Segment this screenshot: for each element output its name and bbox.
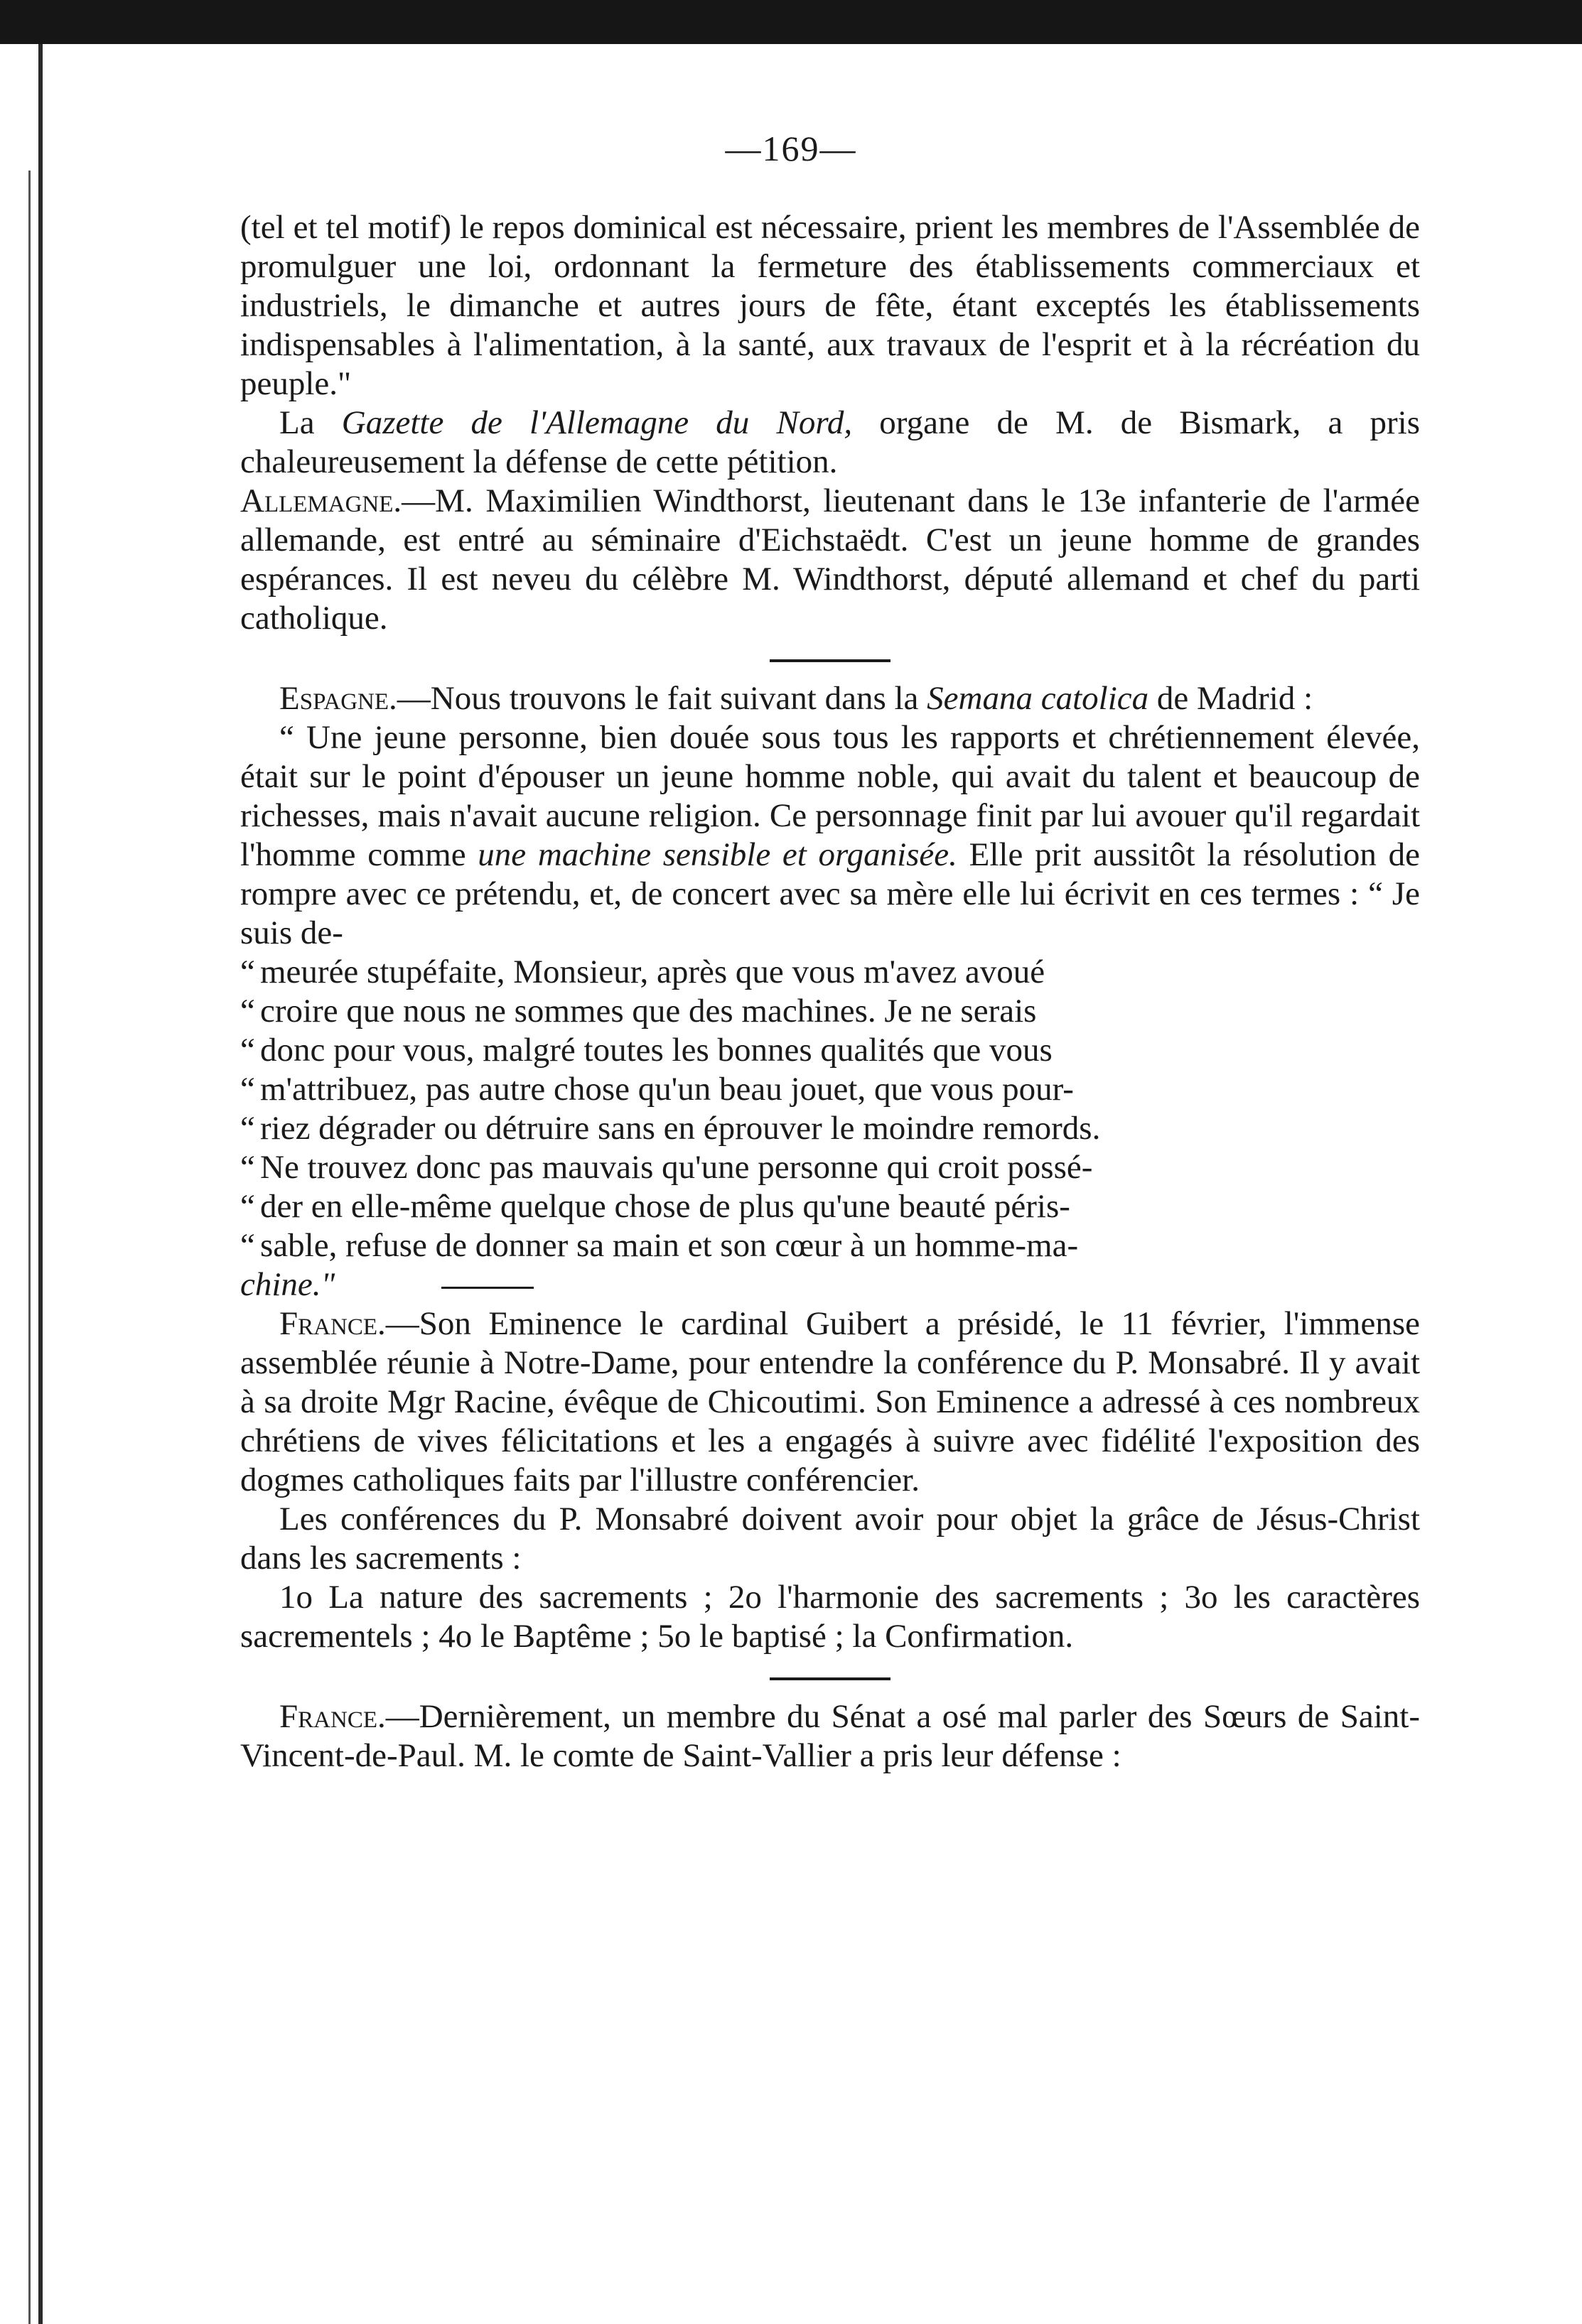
section-heading: Allemagne. [240, 482, 402, 519]
quote-line: “ donc pour vous, malgré toutes les bonnes qualités que vous [240, 1032, 1053, 1069]
quoted-story: “ Une jeune personne, bien douée sous tous les rapports et chrétiennement élevée, était sur le point d'épouser un jeune homme noble, qui avait du talent et beaucoup de richesses, mais n'avait aucune religion. Ce personnage finit par lui avouer qu'il regardait l'homme comme une machine sensible et organisée. Elle prit aussitôt la résolution de rompre avec ce prétendu, et, de concert avec sa mère elle lui écrivit en ces termes : “ Je suis de- [240, 719, 1420, 951]
journal-name: Semana catolica [927, 680, 1149, 717]
paragraph-conferences: Les conférences du P. Monsabré doivent avoir pour objet la grâce de Jésus-Christ dans les sacrements : [240, 1501, 1420, 1577]
paragraph-gazette: La Gazette de l'Allemagne du Nord, organe de M. de Bismark, a pris chaleureusement la défense de cette pétition. [240, 404, 1420, 480]
journal-name: Gazette de l'Allemagne du Nord, [341, 404, 853, 441]
paragraph-france-guibert: France.—Son Eminence le cardinal Guibert a présidé, le 11 février, l'immense assemblée réunie à Notre-Dame, pour entendre la conférence du P. Monsabré. Il y avait à sa droite Mgr Racine, évêque de Chicoutimi. Son Eminence a adressé à ces nombreux chrétiens de vives félicitations et les a engagés à suivre avec fidélité l'exposition des dogmes catholiques faits par l'illustre conférencier. [240, 1305, 1420, 1498]
section-heading: France. [279, 1698, 386, 1735]
paragraph-espagne: Espagne.—Nous trouvons le fait suivant dans la Semana catolica de Madrid : [279, 680, 1313, 717]
page-body [240, 208, 1420, 1776]
quote-line-last: chine." [240, 1265, 1420, 1304]
quote-line: “ der en elle-même quelque chose de plus qu'une beauté péris- [240, 1188, 1070, 1225]
quote-line: “ meurée stupéfaite, Monsieur, après que vous m'avez avoué [240, 953, 1045, 990]
page-left-edge [38, 44, 43, 2324]
separator-rule [770, 1677, 890, 1680]
paragraph-sacrements-list: 1o La nature des sacrements ; 2o l'harmonie des sacrements ; 3o les caractères sacrementels ; 4o le Baptême ; 5o le baptisé ; la Confirmation. [240, 1579, 1420, 1655]
quote-line: “ croire que nous ne sommes que des machines. Je ne serais [240, 993, 1037, 1029]
emphasis: une machine sensible et organisée. [478, 836, 957, 873]
quoted-letter [240, 953, 1420, 1304]
top-border-bar [0, 0, 1582, 44]
quote-line: “ sable, refuse de donner sa main et son cœur à un homme-ma- [240, 1227, 1079, 1264]
quote-line: “ m'attribuez, pas autre chose qu'un beau jouet, que vous pour- [240, 1071, 1074, 1108]
paragraph-petition-end: (tel et tel motif) le repos dominical est nécessaire, prient les membres de l'Assemblée de promulguer une loi, ordonnant la fermeture des établissements commerciaux et industriels, le dimanche et autres jours de fête, étant exceptés les établissements indispensables à l'alimentation, à la santé, aux travaux de l'esprit et à la récréation du peuple." [240, 209, 1420, 402]
paragraph-allemagne: Allemagne.—M. Maximilien Windthorst, lieutenant dans le 13e infanterie de l'armée allemande, est entré au séminaire d'Eichstaëdt. C'est un jeune homme de grandes espérances. Il est neveu du célèbre M. Windthorst, député allemand et chef du parti catholique. [240, 482, 1420, 637]
paragraph-france-senat: France.—Dernièrement, un membre du Sénat a osé mal parler des Sœurs de Saint-Vincent-de-Paul. M. le comte de Saint-Vallier a pris leur défense : [240, 1698, 1420, 1774]
section-heading: Espagne. [279, 680, 397, 717]
quote-line: “ riez dégrader ou détruire sans en éprouver le moindre remords. [240, 1110, 1101, 1147]
quote-line: “ Ne trouvez donc pas mauvais qu'une personne qui croit possé- [240, 1149, 1093, 1186]
separator-rule [441, 1287, 534, 1289]
page-left-edge-shadow [28, 171, 31, 2324]
page-number: —169— [725, 129, 857, 168]
separator-rule [770, 659, 890, 662]
section-heading: France. [279, 1305, 386, 1342]
